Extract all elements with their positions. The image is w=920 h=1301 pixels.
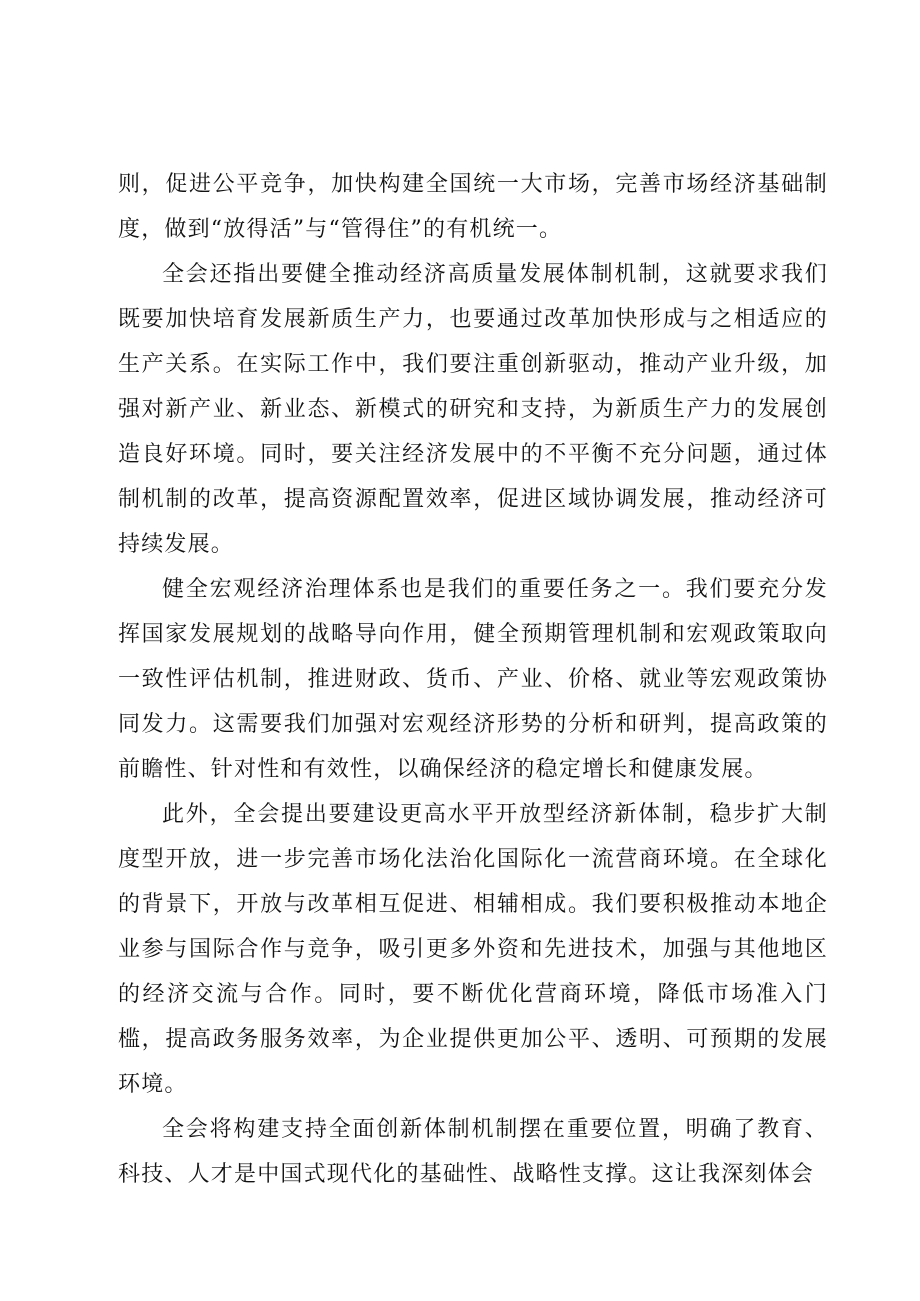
paragraph-2: 全会还指出要健全推动经济高质量发展体制机制，这就要求我们既要加快培育发展新质生产力，也要通过改革加快形成与之相适应的生产关系。在实际工作中，我们要注重创新驱动，推动产业升级，加强对新产业、新业态、新模式的研究和支持，为新质生产力的发展创造良好环境。同时，要关注经济发展中的不平衡不充分问题，通过体制机制的改革，提高资源配置效率，促进区域协调发展，推动经济可持续发展。	[118, 262, 828, 557]
paragraph-1: 则，促进公平竞争，加快构建全国统一大市场，完善市场经济基础制度，做到“放得活”与“管得住”的有机统一。	[118, 172, 828, 242]
paragraph-3: 健全宏观经济治理体系也是我们的重要任务之一。我们要充分发挥国家发展规划的战略导向作用，健全预期管理机制和宏观政策取向一致性评估机制，推进财政、货币、产业、价格、就业等宏观政策协同发力。这需要我们加强对宏观经济形势的分析和研判，提高政策的前瞻性、针对性和有效性，以确保经济的稳定增长和健康发展。	[118, 577, 828, 782]
paragraph-4: 此外，全会提出要建设更高水平开放型经济新体制，稳步扩大制度型开放，进一步完善市场化法治化国际化一流营商环境。在全球化的背景下，开放与改革相互促进、相辅相成。我们要积极推动本地企业参与国际合作与竞争，吸引更多外资和先进技术，加强与其他地区的经济交流与合作。同时，要不断优化营商环境，降低市场准入门槛，提高政务服务效率，为企业提供更加公平、透明、可预期的发展环境。	[118, 802, 828, 1097]
document-body	[118, 162, 828, 1197]
paragraph-5: 全会将构建支持全面创新体制机制摆在重要位置，明确了教育、科技、人才是中国式现代化的基础性、战略性支撑。这让我深刻体会	[118, 1117, 828, 1187]
